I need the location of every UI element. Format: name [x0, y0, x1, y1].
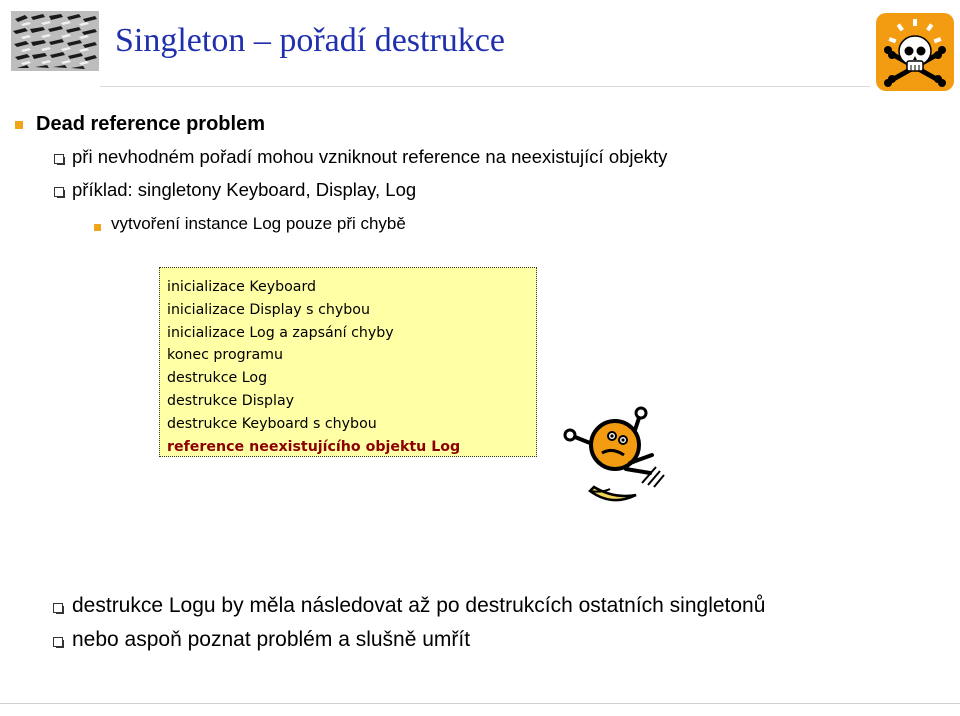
sequence-line: konec programu — [167, 347, 283, 364]
sequence-line: destrukce Display — [167, 392, 295, 409]
sequence-line: inicializace Display s chybou — [167, 301, 370, 318]
sequence-box — [159, 267, 537, 457]
skull-icon — [876, 13, 954, 91]
bullet-hollow-icon — [53, 637, 63, 647]
bullet-square-icon — [94, 224, 101, 231]
page-title: Singleton – pořadí destrukce — [115, 22, 505, 59]
banana-slip-icon — [560, 405, 670, 515]
bullet-hollow-icon — [54, 187, 64, 197]
sequence-line: destrukce Log — [167, 370, 268, 387]
pattern-logo — [11, 11, 99, 71]
bottom-bullet-2: nebo aspoň poznat problém a slušně umřít — [72, 628, 471, 651]
bottom-bullet-1: destrukce Logu by měla následovat až po destrukcích ostatních singletonů — [72, 594, 766, 617]
title-divider — [100, 86, 870, 87]
bullet-main: Dead reference problem — [36, 113, 265, 135]
sequence-line: inicializace Keyboard — [167, 279, 317, 295]
footer-divider — [0, 703, 960, 704]
sequence-line-error: reference neexistujícího objektu Log — [167, 438, 461, 455]
sequence-line: inicializace Log a zapsání chyby — [167, 324, 394, 341]
bullet-sub-1: při nevhodném pořadí mohou vzniknout reference na neexistující objekty — [72, 146, 668, 167]
bullet-sub-2: příklad: singletony Keyboard, Display, Log — [72, 179, 417, 200]
bullet-hollow-icon — [54, 154, 64, 164]
sequence-line: destrukce Keyboard s chybou — [167, 415, 377, 432]
bullet-sub-2-1: vytvoření instance Log pouze při chybě — [111, 214, 406, 233]
bullet-square-icon — [15, 121, 23, 129]
bullet-hollow-icon — [53, 603, 63, 613]
